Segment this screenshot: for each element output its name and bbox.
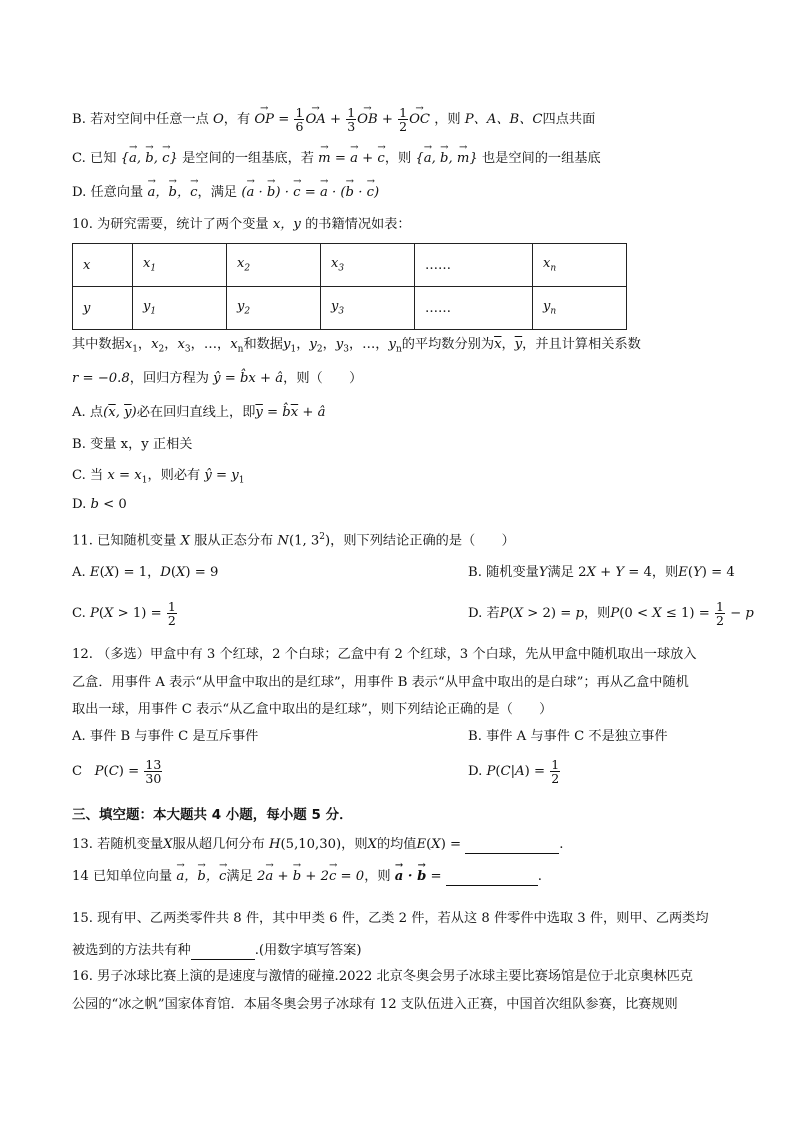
q10a-text2: 必在回归直线上，即: [136, 405, 256, 420]
q10-stem: [72, 216, 722, 234]
q11d-mid: ，则: [583, 606, 611, 621]
q9c-text3: ，则: [384, 151, 412, 166]
q10-stem-vars: x，y: [272, 217, 301, 232]
q12-options-cd: C P(C) = $\frac{13}{30}$ D. P(C|A) = $\frac{1}{2}$: [72, 757, 560, 786]
q10-data-table: [72, 243, 627, 330]
q14-a: 14 已知单位向量: [72, 869, 173, 884]
q15-text2a: 被选到的方法共有种: [72, 943, 191, 958]
q10-p1-c: 的平均数分别为: [401, 337, 495, 352]
q9-option-d: [72, 184, 722, 202]
q11b-end: ，则: [651, 565, 679, 580]
q11b-label: B. 随机变量: [468, 565, 539, 580]
q11-stem-b: 服从正态分布: [194, 533, 274, 549]
q15-line1: [72, 910, 722, 928]
q9b-text: B. 若对空间中任意一点: [72, 112, 209, 127]
q12-text3: 取出一球，用事件 C 表示“从乙盒中取出的是红球”，则下列结论正确的是（ ）: [72, 702, 553, 717]
table-row: [73, 287, 627, 330]
q10d-label: D.: [72, 497, 87, 512]
q10-para2: [72, 370, 722, 388]
q16-line2: [72, 996, 722, 1014]
q16-line1: [72, 968, 722, 986]
q11b-mid: 满足: [547, 565, 574, 580]
table-row: [73, 244, 627, 287]
table-cell: x: [73, 244, 133, 287]
table-cell: $y_n$: [533, 287, 627, 330]
q11-option-b: B. 随机变量Y满足 2X + Y = 4，则E(Y) = 4: [468, 565, 735, 580]
q16-text2: 公园的“冰之帆”国家体育馆．本届冬奥会男子冰球有 12 支队伍进入正赛，中国首次组队参赛，比赛规则: [72, 997, 678, 1012]
q9-option-c: [72, 150, 722, 168]
q14: 14 已知单位向量 → a，→ b，→ c满足 2→ a + → b + 2→ c = 0，则 → a · → b = .: [72, 868, 722, 886]
q10-option-c: C. 当 $x = x_1$，则必有 ŷ = $y_1$: [72, 468, 245, 486]
q9c-text2: 是空间的一组基底，若: [182, 151, 314, 166]
q9-option-b: [72, 106, 722, 133]
q11a-label: A.: [72, 565, 86, 580]
q13-d: 的均值: [376, 837, 417, 852]
q10-p2-c: ，则（ ）: [283, 371, 363, 386]
q16-text1: 16. 男子冰球比赛上演的是速度与激情的碰撞.2022 北京冬奥会男子冰球主要比赛场馆是位于北京奥林匹克: [72, 969, 693, 984]
q9b-point-o: O: [212, 112, 224, 127]
q12a-text: A. 事件 B 与事件 C 是互斥事件: [72, 729, 259, 744]
q11d-label: D. 若: [468, 606, 500, 621]
q10-stem-text: 10. 为研究需要，统计了两个变量: [72, 217, 269, 232]
table-cell: ……: [415, 244, 533, 287]
q12-text2: 乙盒．用事件 A 表示“从甲盒中取出的是红球”，用事件 B 表示“从甲盒中取出的是白球”；再从乙盒中随机: [72, 675, 689, 690]
q15-text2b: .(用数字填写答案): [254, 943, 362, 958]
q12-line2: [72, 674, 722, 692]
q9b-end: 四点共面: [542, 112, 596, 127]
q13: 13. 若随机变量X服从超几何分布 H(5,10,30)，则X的均值E(X) = .: [72, 837, 564, 852]
q10-regression-eq: ŷ = b̂x + â: [213, 371, 284, 386]
q10-p1-b: 和数据: [243, 337, 283, 352]
q12b-text: B. 事件 A 与事件 C 不是独立事件: [468, 729, 668, 744]
table-cell: $x_3$: [321, 244, 415, 287]
q9c-new-basis: {→ a, → b, → m}: [415, 151, 477, 166]
q11-option-d: D. 若P(X > 2) = p，则P(0 < X ≤ 1) = $\frac{1}{2}$ − p: [468, 599, 754, 628]
q10b-text: B. 变量 x，y 正相关: [72, 437, 193, 452]
q9c-m-eq: → m = → a + → c: [318, 151, 385, 166]
q12-options-ab: [72, 728, 722, 746]
q11c-label: C.: [72, 606, 86, 621]
q15-text1: 15. 现有甲、乙两类零件共 8 件，其中甲类 6 件，乙类 2 件，若从这 8 件零件中选取 3 件，则甲、乙两类均: [72, 911, 709, 926]
q10c-text2: ，则必有: [147, 468, 201, 483]
q13-c: ，则: [341, 837, 368, 852]
q9c-basis: {→ a, → b, → c}: [121, 151, 178, 166]
q10-option-d: D. b < 0: [72, 497, 127, 512]
table-cell: $x_1$: [133, 244, 227, 287]
q13-answer-blank[interactable]: [465, 839, 559, 854]
q12-option-d: D. P(C|A) = $\frac{1}{2}$: [468, 757, 560, 786]
q10-stem-end: 的书籍情况如表：: [305, 217, 411, 232]
q11-stem: 11. 已知随机变量 X 服从正态分布 N(1, $3^2$)，则下列结论正确的是（ ）: [72, 532, 515, 549]
q10-p2-b: ，回归方程为: [129, 371, 209, 386]
table-cell: $y_2$: [227, 287, 321, 330]
q9c-text4: 也是空间的一组基底: [482, 151, 601, 166]
table-cell: y: [73, 287, 133, 330]
q11-option-a: A. E(X) = 1，D(X) = 9 B. 随机变量Y满足 2X + Y = 4，则E(Y) = 4: [72, 565, 735, 580]
q12c-label: C: [72, 764, 83, 779]
q12-line1: [72, 646, 722, 664]
q14-b: 满足: [226, 869, 253, 884]
q9c-text1: C. 已知: [72, 151, 117, 166]
table-cell: $x_2$: [227, 244, 321, 287]
q14-answer-blank[interactable]: [446, 871, 538, 886]
table-cell: $x_n$: [533, 244, 627, 287]
q12-line3: [72, 701, 722, 719]
q9d-vectors: → a，→ b，→ c: [147, 185, 197, 200]
q12-text1: 12. （多选）甲盒中有 3 个红球，2 个白球；乙盒中有 2 个红球，3 个白球，先从甲盒中随机取出一球放入: [72, 647, 697, 662]
q9d-text2: ，满足: [197, 185, 238, 200]
section-3-heading: 三、填空题：本大题共 4 小题，每小题 5 分．: [72, 807, 353, 823]
q13-a: 13. 若随机变量: [72, 837, 164, 852]
table-cell: $y_1$: [133, 287, 227, 330]
q10-para1: 其中数据$x_1$，$x_2$，$x_3$，…，$x_n$和数据$y_1$，$y_2$，$y_3$，…，$y_n$的平均数分别为$\overline{x}$，$\overline{y}$，并且计算相关系数: [72, 337, 641, 355]
q10-option-b: [72, 436, 722, 454]
q10a-text: A. 点: [72, 405, 104, 420]
q11-stem-a: 11. 已知随机变量: [72, 533, 177, 549]
q10-p1-a: 其中数据: [72, 337, 125, 352]
q9b-points: P、A、B、C: [464, 112, 543, 127]
q11-option-c: C. P(X > 1) = $\frac{1}{2}$ D. 若P(X > 2) = p，则P(0 < X ≤ 1) = $\frac{1}{2}$ − p: [72, 599, 754, 628]
q13-b: 服从超几何分布: [172, 837, 265, 852]
q9b-then: ，则: [434, 112, 461, 127]
q15-answer-blank[interactable]: [191, 945, 255, 960]
q9d-equation: (→ a · → b) · → c = → a · (→ b · → c): [241, 185, 379, 200]
q14-c: ，则: [364, 869, 391, 884]
q9b-vector-equation: → OP = $\frac{1}{6}$ → OA + $\frac{1}{3}$ → OB + $\frac{1}{2}$ → OC: [254, 112, 434, 127]
q11-stem-c: ，则下列结论正确的是（ ）: [330, 533, 515, 549]
table-cell: $y_3$: [321, 287, 415, 330]
q15-line2: [72, 942, 722, 960]
table-cell: ……: [415, 287, 533, 330]
q10-p1-d: ，并且计算相关系数: [522, 337, 641, 352]
q10c-text: C. 当: [72, 468, 104, 483]
q12d-label: D.: [468, 764, 483, 779]
q9d-text1: D. 任意向量: [72, 185, 144, 200]
q9b-text-mid: ，有: [223, 112, 251, 127]
q10-option-a: A. 点($\overline{x}$, $\overline{y}$)必在回归直线上，即$\overline{y}$ = $b̂\overline{x}$ + â: [72, 405, 326, 420]
q10-r-value: r = −0.8: [72, 371, 130, 386]
